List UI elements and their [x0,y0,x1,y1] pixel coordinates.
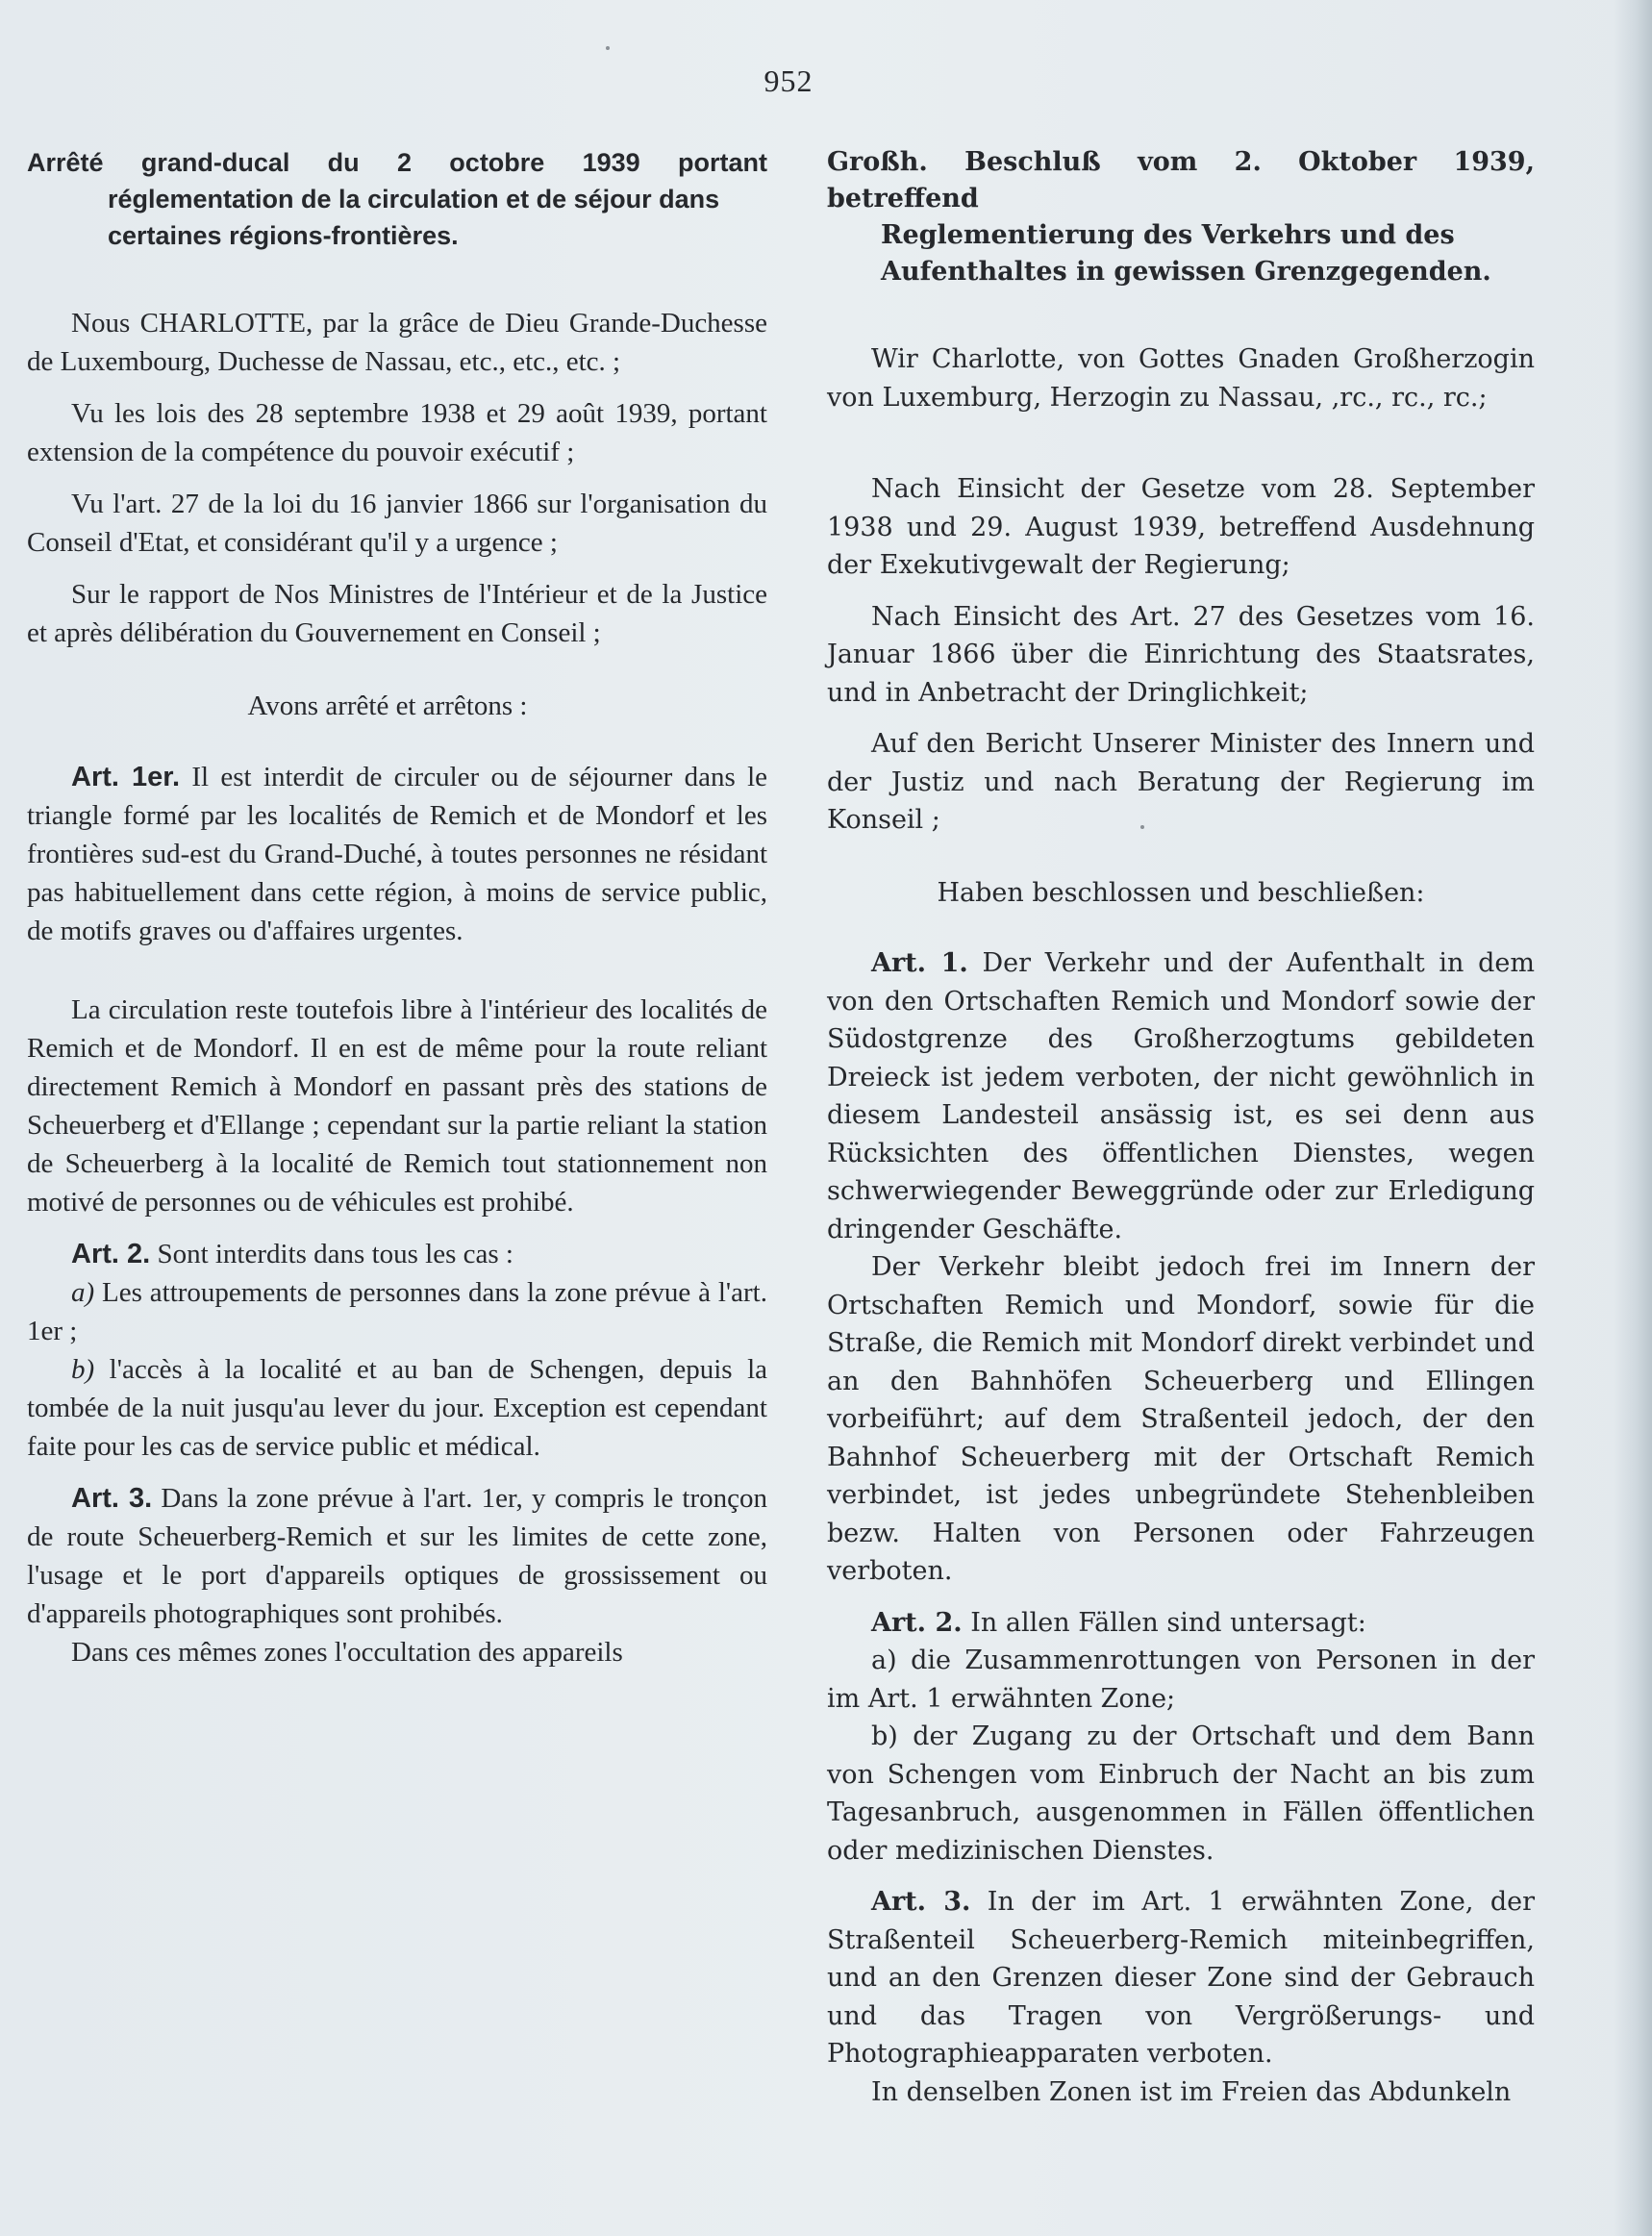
german-preamble-sovereign: Wir Charlotte, von Gottes Gnaden Großherzogin von Luxemburg, Herzogin zu Nassau, ,rc., rc., rc.; [827,344,1535,413]
german-column [827,144,1535,2124]
french-title-line1: Arrêté grand-ducal du 2 octobre 1939 portant [27,148,767,177]
french-article-3-paragraph-2: Dans ces mêmes zones l'occultation des appareils [71,1637,623,1668]
french-preamble-report: Sur le rapport de Nos Ministres de l'Intérieur et de la Justice et après délibération du Gouvernement en Conseil ; [27,579,767,648]
french-art2-b-text: l'accès à la localité et au ban de Schengen, depuis la tombée de la nuit jusqu'au lever du jour. Exception est cependant faite pour les cas de service public et médical. [27,1354,767,1462]
german-art3-text: In der im Art. 1 erwähnten Zone, der Straßenteil Scheuerberg-Remich miteinbegriffen, und an den Grenzen dieser Zone sind der Gebrauch und das Tragen von Vergrößerungs- und Photographieapparaten verboten. [827,1887,1535,2069]
german-art1-label: Art. 1. [871,948,968,978]
german-preamble-laws: Nach Einsicht der Gesetze vom 28. September 1938 und 29. August 1939, betreffend Ausdehnung der Exekutivgewalt der Regierung; [827,474,1535,580]
german-article-3 [827,1883,1535,2073]
french-column [27,144,767,1685]
page-edge-shadow [1614,0,1652,2236]
french-art2-a-text: Les attroupements de personnes dans la zone prévue à l'art. 1er ; [27,1277,767,1346]
french-art2-text: Sont interdits dans tous les cas : [157,1239,513,1269]
german-preamble-art27: Nach Einsicht des Art. 27 des Gesetzes vom 16. Januar 1866 über die Einrichtung des Staatsrates, und in Anbetracht der Dringlichkeit; [827,601,1535,708]
german-title-line1: Großh. Beschluß vom 2. Oktober 1939, betreffend [827,147,1535,214]
german-article-1 [827,944,1535,1248]
german-art2-text: In allen Fällen sind untersagt: [970,1607,1366,1638]
french-article-1 [27,758,767,950]
french-decree-formula: Avons arrêté et arrêtons : [247,691,528,721]
german-title-rest: Reglementierung des Verkehrs und des Aufenthaltes in gewissen Grenzgegenden. [881,220,1491,287]
french-article-1-paragraph-2: La circulation reste toutefois libre à l'intérieur des localités de Remich et de Mondorf. Il en est de même pour la route reliant directement Remich à Mondorf en passant près des stations de Scheuerberg et d'Ellange ; cependant sur la partie reliant la station de Scheuerberg à la localité de Remich tout stationnement non motivé de personnes ou de véhicules est prohibé. [27,994,767,1218]
french-art1-label: Art. 1er. [71,762,181,792]
german-article-1-paragraph-2: Der Verkehr bleibt jedoch frei im Innern der Ortschaften Remich und Mondorf, sowie für die Straße, die Remich mit Mondorf direkt verbindet und an den Bahnhöfen Scheuerberg und Ellingen vorbeiführt; auf dem Straßenteil jedoch, der den Bahnhof Scheuerberg mit der Ortschaft Remich verbindet, ist jedes unbegründete Stehenbleiben bezw. Halten von Personen oder Fahrzeugen verboten. [827,1252,1535,1586]
ink-speck [606,46,610,50]
german-article-3-paragraph-2: In denselben Zonen ist im Freien das Abdunkeln [871,2076,1512,2107]
french-title-rest: réglementation de la circulation et de séjour dans certaines régions-frontières. [108,185,720,250]
german-art2-label: Art. 2. [871,1607,963,1638]
french-art2-b-label: b) [71,1354,95,1385]
german-article-2 [827,1604,1535,1643]
french-art2-a-label: a) [71,1277,95,1308]
german-preamble-report: Auf den Bericht Unserer Minister des Innern und der Justiz und nach Beratung der Regierung im Konseil ; [827,729,1535,835]
page-number: 952 [763,63,813,98]
french-article-2 [27,1235,767,1273]
french-article-2-a [27,1273,767,1350]
french-art3-label: Art. 3. [71,1483,153,1514]
french-art3-text: Dans la zone prévue à l'art. 1er, y compris le tronçon de route Scheuerberg-Remich et sur les limites de cette zone, l'usage et le port d'appareils optiques de grossissement ou d'appareils photographiques sont prohibés. [27,1483,768,1629]
french-preamble-laws: Vu les lois des 28 septembre 1938 et 29 août 1939, portant extension de la compétence du pouvoir exécutif ; [27,398,767,467]
french-article-2-b [27,1350,767,1466]
french-title [27,144,767,254]
german-decree-formula: Haben beschlossen und beschließen: [937,877,1425,908]
french-art1-text: Il est interdit de circuler ou de séjourner dans le triangle formé par les localités de Remich et de Mondorf et les frontières sud-est du Grand-Duché, à toutes personnes ne résidant pas habituellement dans cette région, à moins de service public, de motifs graves ou d'affaires urgentes. [27,762,768,946]
french-article-3 [27,1479,767,1633]
german-title [827,144,1535,290]
german-article-2-a: a) die Zusammenrottungen von Personen in der im Art. 1 erwähnten Zone; [827,1646,1535,1714]
german-art3-label: Art. 3. [871,1887,971,1917]
french-art2-label: Art. 2. [71,1239,151,1269]
german-article-2-b: b) der Zugang zu der Ortschaft und dem Bann von Schengen vom Einbruch der Nacht an bis zum Tagesanbruch, ausgenommen in Fällen öffentlichen oder medizinischen Dienstes. [827,1721,1535,1866]
french-preamble-art27: Vu l'art. 27 de la loi du 16 janvier 1866 sur l'organisation du Conseil d'Etat, et considérant qu'il y a urgence ; [27,489,767,558]
french-preamble-sovereign: Nous CHARLOTTE, par la grâce de Dieu Grande-Duchesse de Luxembourg, Duchesse de Nassau, etc., etc., etc. ; [27,308,767,377]
german-art1-text: Der Verkehr und der Aufenthalt in dem von den Ortschaften Remich und Mondorf sowie der Südostgrenze des Großherzogtums gebildeten Dreieck ist jedem verboten, der nicht gewöhnlich in diesem Landesteil ansässig ist, es sei denn aus Rücksichten des öffentlichen Dienstes, wegen schwerwiegender Beweggründe oder zur Erledigung dringender Geschäfte. [827,948,1535,1244]
